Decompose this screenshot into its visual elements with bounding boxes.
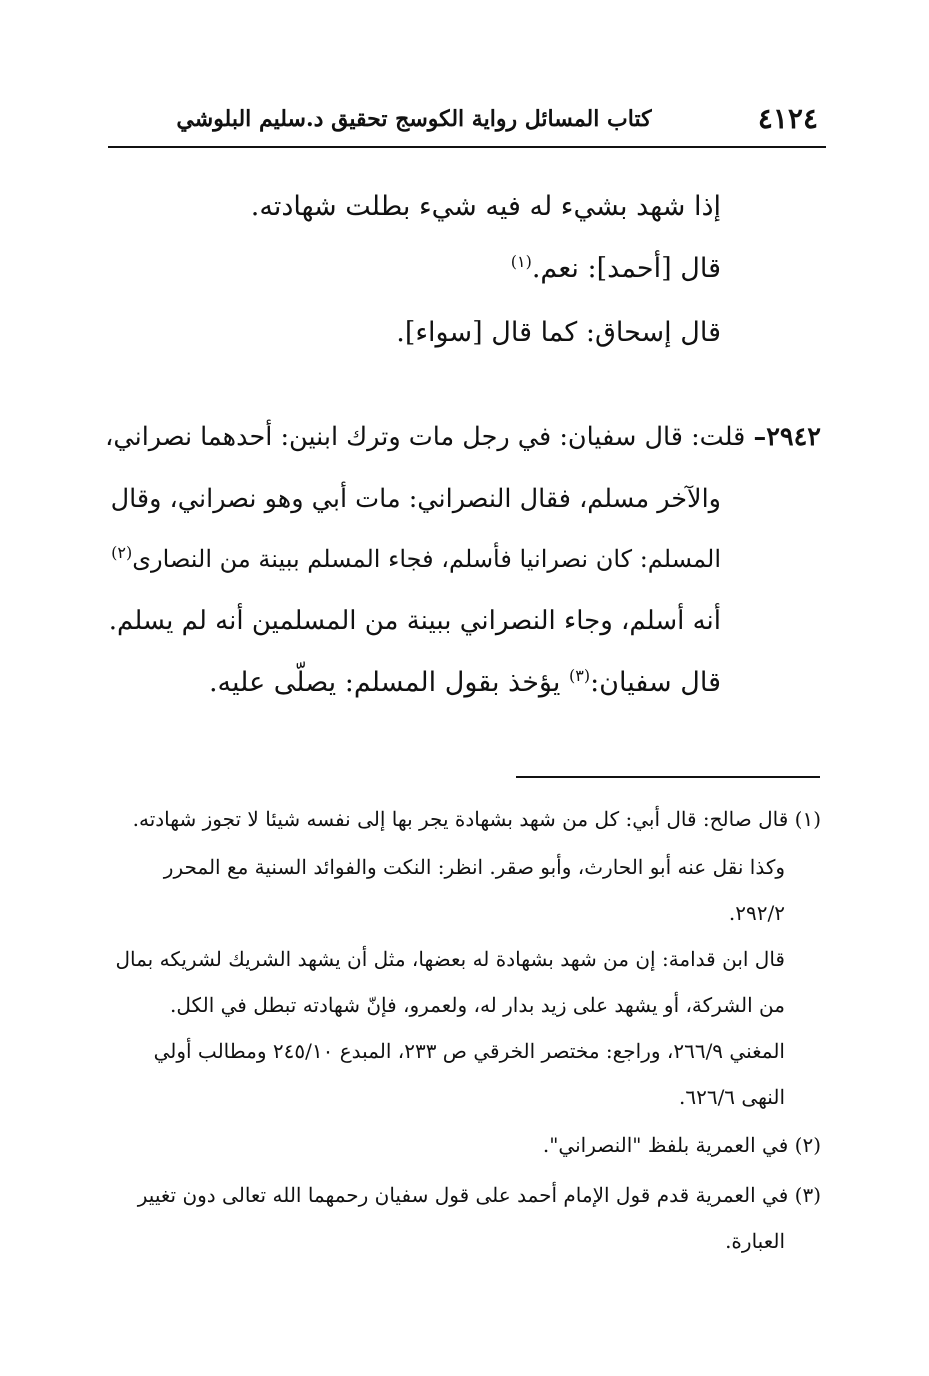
footnote-1-line-1: (١) قال صالح: قال أبي: كل من شهد بشهادة يجر بها إلى نفسه شيئا لا تجوز شهادته.	[132, 807, 821, 831]
issue-line-1-text: قلت: قال سفيان: في رجل مات وترك ابنين: أحدهما نصراني،	[105, 422, 746, 452]
footnote-3-line-1: (٣) في العمرية قدم قول الإمام أحمد على قول سفيان رحمهما الله تعالى دون تغيير	[137, 1183, 821, 1207]
footnote-1-line-7: النهى ٦٢٦/٦.	[678, 1085, 785, 1109]
page-number: ٤١٢٤	[757, 102, 818, 135]
body-line-2	[511, 252, 721, 286]
issue-line-1	[105, 420, 821, 454]
footnote-1-line-3: ٢٩٢/٢.	[728, 901, 785, 925]
issue-line-4: أنه أسلم، وجاء النصراني ببينة من المسلمين أنه لم يسلم.	[108, 606, 721, 636]
footnote-1-line-5: من الشركة، أو يشهد على زيد بدار له، ولعمرو، فإنّ شهادته تبطل في الكل.	[170, 993, 785, 1017]
issue-line-3	[111, 542, 721, 576]
issue-line-5	[209, 666, 721, 700]
footnote-3-line-2: العبارة.	[725, 1229, 785, 1253]
footnote-ref-3: (٣)	[568, 666, 591, 685]
issue-line-5-end: يؤخذ بقول المسلم: يصلّى عليه.	[208, 667, 561, 698]
page-header	[108, 96, 826, 148]
issue-line-3-text: المسلم: كان نصرانيا فأسلم، فجاء المسلم ببينة من النصارى	[132, 545, 721, 573]
issue-number: ٢٩٤٢–	[753, 422, 821, 452]
footnote-separator	[516, 776, 820, 778]
footnote-1-line-4: قال ابن قدامة: إن من شهد بشهادة له بعضها، مثل أن يشهد الشريك لشريكه بمال	[115, 947, 785, 971]
body-line-3: قال إسحاق: كما قال [سواء].	[396, 317, 721, 348]
body-line-2-text: قال [أحمد]: نعم.	[531, 253, 721, 284]
footnote-1-line-6: المغني ٢٦٦/٩، وراجع: مختصر الخرقي ص ٢٣٣، المبدع ٢٤٥/١٠ ومطالب أولي	[153, 1039, 785, 1063]
footnote-1-line-2: وكذا نقل عنه أبو الحارث، وأبو صقر. انظر: النكت والفوائد السنية مع المحرر	[163, 855, 785, 879]
footnote-2: (٢) في العمرية بلفظ "النصراني".	[542, 1133, 821, 1157]
footnote-ref-1: (١)	[510, 252, 532, 271]
footnote-ref-2: (٢)	[111, 543, 133, 562]
body-line-1: إذا شهد بشيء له فيه شيء بطلت شهادته.	[250, 191, 721, 222]
book-title: كتاب المسائل رواية الكوسج تحقيق د.سليم البلوشي	[176, 106, 652, 132]
issue-line-5-start: قال سفيان:	[590, 667, 721, 698]
issue-line-2: والآخر مسلم، فقال النصراني: مات أبي وهو نصراني، وقال	[110, 484, 721, 514]
